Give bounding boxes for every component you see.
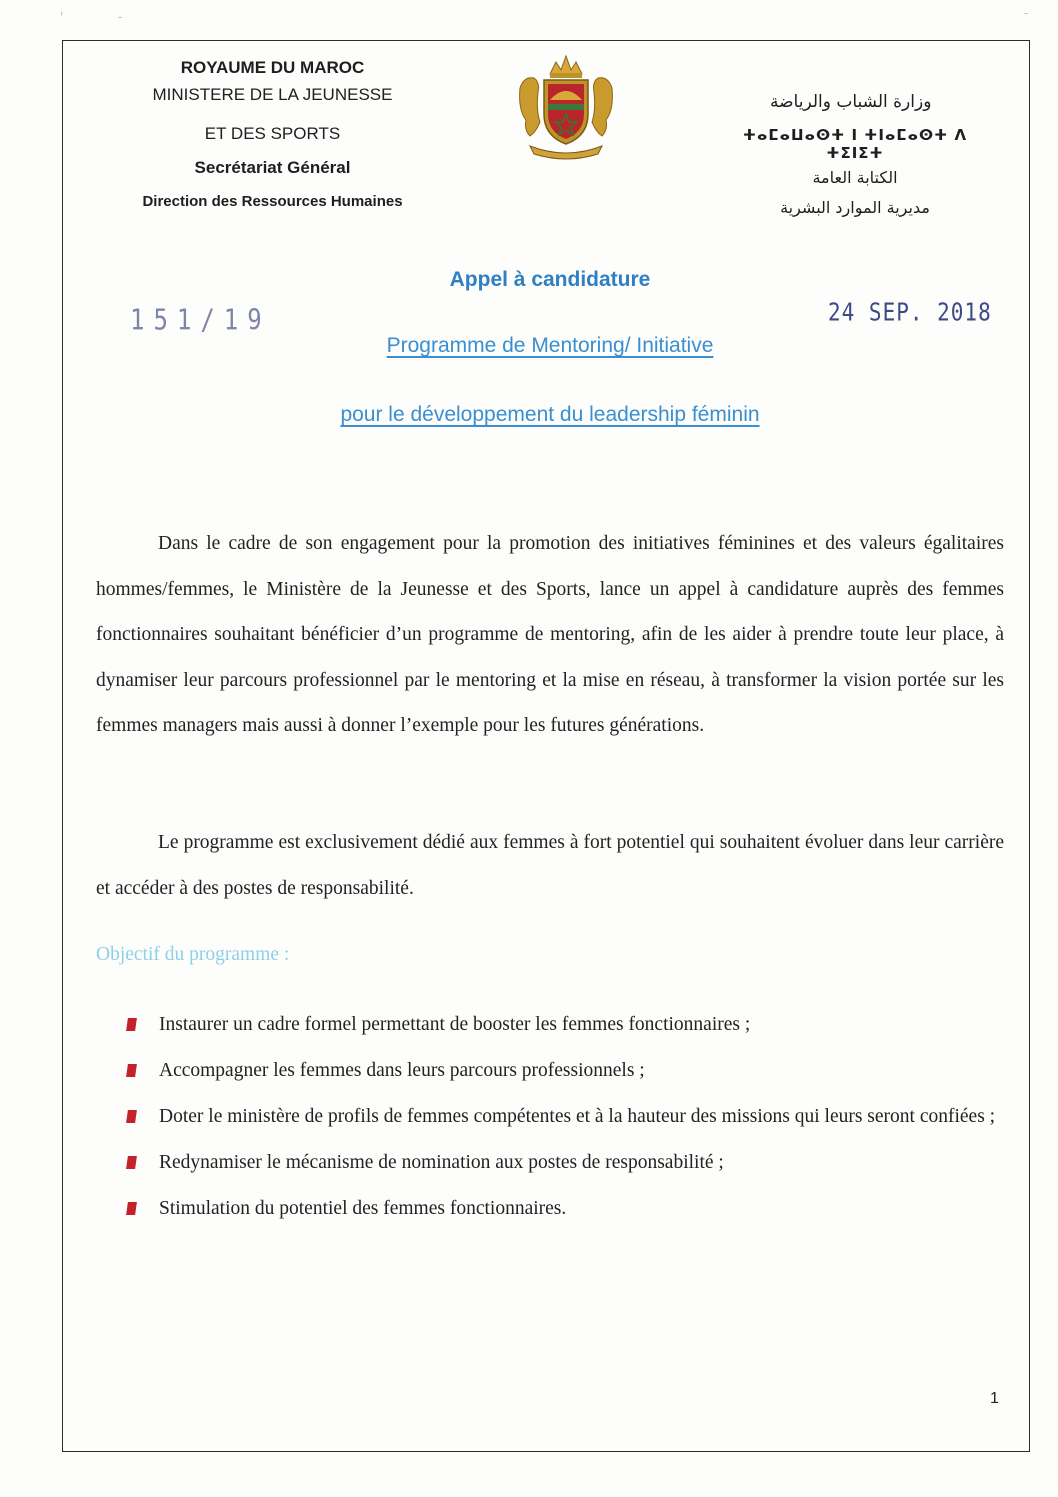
- scan-artifact: -: [118, 10, 123, 24]
- header-right: [720, 92, 990, 217]
- bullet-icon: [126, 1110, 137, 1123]
- page-number: 1: [990, 1390, 999, 1407]
- subtitle-line2: [260, 403, 840, 427]
- scan-artifact: ': [60, 10, 64, 24]
- directorate-name-arabic: مديرية الموارد البشرية: [780, 197, 930, 217]
- bullet-icon: [126, 1202, 137, 1215]
- document-title: Appel à candidature: [449, 268, 651, 291]
- date-stamp: 24 SEP. 2018: [828, 297, 992, 327]
- kingdom-name: ROYAUME DU MAROC: [180, 58, 365, 77]
- list-item: [126, 1003, 1006, 1047]
- list-item: [126, 1049, 1006, 1093]
- list-item: [126, 1095, 1006, 1139]
- ministry-name-line2: ET DES SPORTS: [204, 123, 341, 143]
- list-item-text: Instaurer un cadre formel permettant de booster les femmes fonctionnaires ;: [159, 1014, 751, 1035]
- secretariat-name-arabic: الكتابة العامة: [812, 168, 898, 188]
- list-item-text: Stimulation du potentiel des femmes fonctionnaires.: [159, 1198, 567, 1219]
- intro-paragraph: Dans le cadre de son engagement pour la promotion des initiatives féminines et des valeurs égalitaires hommes/femmes, le Ministère de la Jeunesse et des Sports, lance un appel à candidature auprès des femmes fonctionnaires souhaitant bénéficier d’un programme de mentoring, afin de les aider à prendre toute leur place, à dynamiser leur parcours professionnel par le mentoring et la mise en réseau, à transformer la vision portée sur les femmes managers mais aussi à donner l’exemple pour les futures générations.: [96, 533, 1004, 736]
- objectives-list: [126, 1003, 1006, 1233]
- ministry-name-arabic: وزارة الشباب والرياضة: [770, 92, 932, 112]
- header-left: [110, 58, 435, 211]
- subtitle-line1: [300, 334, 800, 358]
- list-item-text: Accompagner les femmes dans leurs parcours professionnels ;: [159, 1060, 645, 1081]
- bullet-icon: [126, 1156, 137, 1169]
- list-item: [126, 1141, 1006, 1185]
- program-paragraph: Le programme est exclusivement dédié aux femmes à fort potentiel qui souhaitent évoluer dans leur carrière et accéder à des postes de responsabilité.: [96, 832, 1004, 899]
- ministry-name-tifinagh: ⵜⴰⵎⴰⵡⴰⵙⵜ ⵏ ⵜⵏⴰⵎⴰⵙⵜ ⴷ ⵜⵉⵏⵉⵜ: [742, 126, 968, 163]
- list-item-text: Doter le ministère de profils de femmes compétentes et à la hauteur des missions qui leurs seront confiées ;: [159, 1106, 996, 1127]
- objective-heading: Objectif du programme :: [96, 944, 290, 965]
- subtitle-line1-text: Programme de Mentoring/ Initiative: [386, 334, 714, 357]
- moroccan-coat-of-arms-icon: [510, 48, 622, 160]
- list-item: [126, 1187, 1006, 1231]
- secretariat-name: Secrétariat Général: [194, 158, 351, 178]
- directorate-name: Direction des Ressources Humaines: [142, 192, 403, 210]
- list-item-text: Redynamiser le mécanisme de nomination aux postes de responsabilité ;: [159, 1152, 724, 1173]
- scan-artifact: -: [1024, 6, 1029, 20]
- reference-stamp: 151/19: [130, 303, 271, 337]
- bullet-icon: [126, 1018, 137, 1031]
- subtitle-line2-text: pour le développement du leadership féminin: [340, 403, 760, 426]
- bullet-icon: [126, 1064, 137, 1077]
- ministry-name-line1: MINISTERE DE LA JEUNESSE: [152, 85, 393, 105]
